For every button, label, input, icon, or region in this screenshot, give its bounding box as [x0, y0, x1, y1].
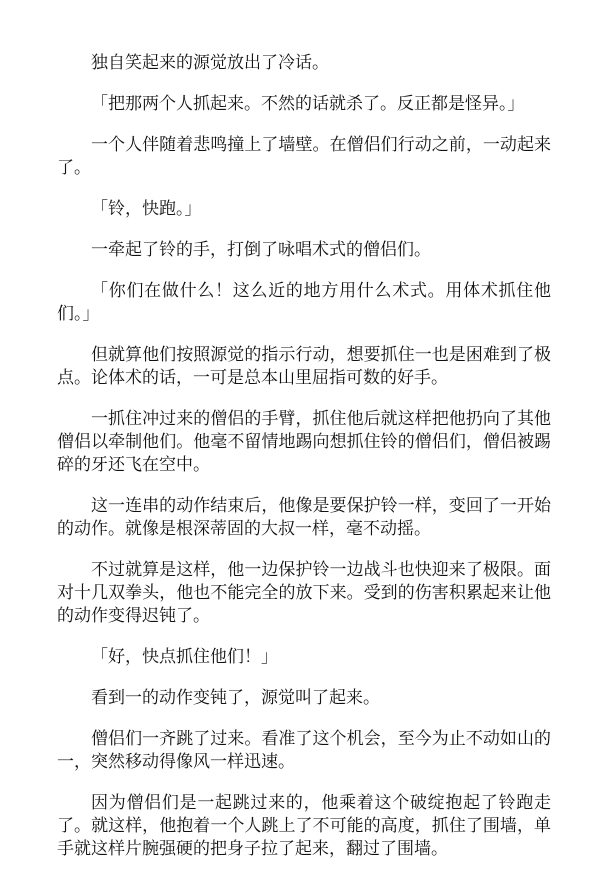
paragraph-4: 「铃，快跑。」 — [91, 199, 202, 219]
paragraph-10: 不过就算是这样，他一边保护铃一边战斗也快迎来了极限。面对十几双拳头，他也不能完全的放下来。受到的伤害积累起来让他的动作变得迟钝了。 — [57, 560, 551, 626]
paragraph-5: 一牵起了铃的手，打倒了咏唱术式的僧侣们。 — [91, 240, 431, 260]
paragraph-14: 因为僧侣们是一起跳过来的，他乘着这个破绽抱起了铃跑走了。就这样，他抱着一个人跳上了不可能的高度，抓住了围墙，单手就这样片腕强硬的把身子拉了起来，翻过了围墙。 — [57, 793, 551, 859]
paragraph-11: 「好，快点抓住他们！」 — [91, 647, 278, 667]
paragraph-12: 看到一的动作变钝了，源觉叫了起来。 — [91, 688, 380, 708]
paragraph-13: 僧侣们一齐跳了过来。看准了这个机会，至今为止不动如山的一，突然移动得像风一样迅速。 — [57, 729, 551, 772]
paragraph-3: 一个人伴随着悲鸣撞上了墙壁。在僧侣们行动之前，一动起来了。 — [57, 135, 551, 178]
paragraph-6: 「你们在做什么！这么近的地方用什么术式。用体术抓住他们。」 — [57, 281, 551, 324]
paragraph-1: 独自笑起来的源觉放出了冷话。 — [91, 53, 329, 73]
paragraph-8: 一抓住冲过来的僧侣的手臂，抓住他后就这样把他扔向了其他僧侣以牵制他们。他毫不留情地踢向想抓住铃的僧侣们，僧侣被踢碎的牙还飞在空中。 — [57, 409, 551, 475]
paragraph-9: 这一连串的动作结束后，他像是要保护铃一样，变回了一开始的动作。就像是根深蒂固的大叔一样，毫不动摇。 — [57, 496, 551, 539]
paragraph-2: 「把那两个人抓起来。不然的话就杀了。反正都是怪异。」 — [91, 94, 525, 114]
paragraph-7: 但就算他们按照源觉的指示行动，想要抓住一也是困难到了极点。论体术的话，一可是总本山里屈指可数的好手。 — [57, 345, 551, 388]
